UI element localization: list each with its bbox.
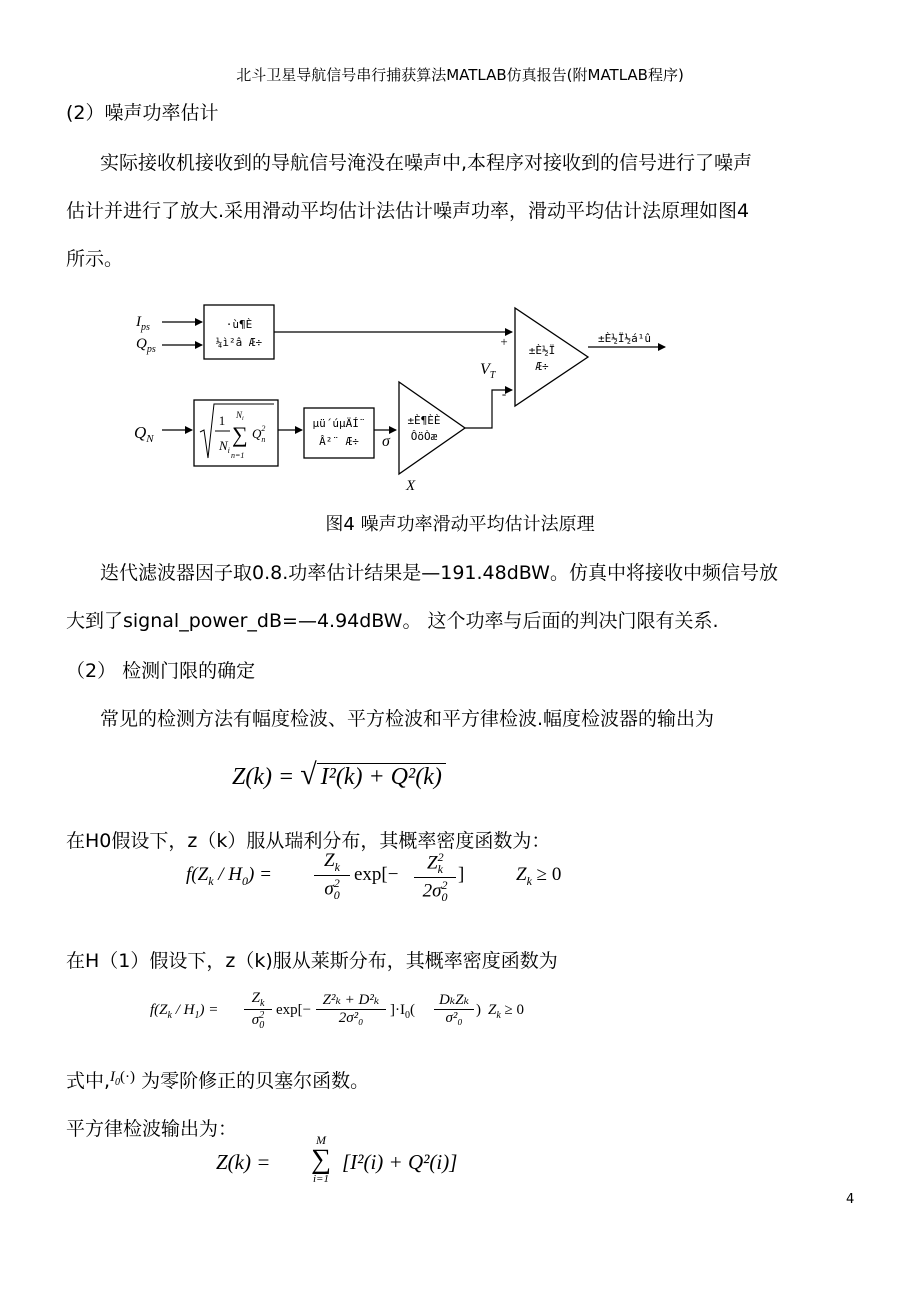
iterative-filter-box <box>304 408 374 458</box>
box-label: ·ù¶È <box>225 318 253 331</box>
box-label: Â²¨ Æ÷ <box>319 435 359 448</box>
box-label: ¼ì²â Æ÷ <box>215 336 263 349</box>
section-title-threshold: （2） 检测门限的确定 <box>66 660 256 682</box>
paragraph-line: 在H0假设下，z（k）服从瑞利分布，其概率密度函数为： <box>66 830 551 852</box>
input-i-label: $I_{ps}$ <box>136 314 150 333</box>
formula-text: 1 <box>218 413 226 428</box>
envelope-detector-box <box>204 305 274 359</box>
page-number: 4 <box>846 1192 855 1207</box>
paragraph-line: 大到了signal_power_dB=—4.94dBW。 这个功率与后面的判决门限有关系. <box>66 610 719 632</box>
minus-sign: - <box>501 386 507 401</box>
figure-caption: 图4 噪声功率滑动平均估计法原理 <box>325 514 595 535</box>
box-label: µü´úµÄÍ¨ <box>312 417 366 430</box>
eq-condition: $Z_k \ge 0$ <box>488 1002 525 1021</box>
formula-text: n=1 <box>231 451 245 460</box>
fraction: $Z_k$ $\sigma^2_0$ <box>314 850 350 903</box>
formula-text: $Q^2$ n <box>252 424 266 444</box>
input-q-label: $Q_{ps}$ <box>136 336 156 355</box>
plus-sign: + <box>500 334 508 349</box>
formula-text: $N_i$ <box>236 410 244 422</box>
gain-amplifier-triangle <box>399 382 465 474</box>
formula-text: $N_i$ <box>219 438 230 455</box>
paragraph-line: 实际接收机接收到的导航信号淹没在噪声中,本程序对接收到的信号进行了噪声 <box>100 152 753 174</box>
page-header: 北斗卫星导航信号串行捕获算法MATLAB仿真报告(附MATLAB程序) <box>236 66 684 84</box>
bessel-symbol: I0(·) <box>110 1069 136 1088</box>
sigma-label: σ <box>382 433 390 450</box>
fraction: $Z_k$ $\sigma^2_0$ <box>244 990 272 1031</box>
eq-text: $f(Z_k / H_0)$ = <box>186 864 272 888</box>
noise-estimation-diagram <box>120 290 680 500</box>
input-qn-label: $Q_N$ <box>134 423 154 445</box>
eq-condition: $Z_k \ge 0$ <box>516 864 562 888</box>
amplifier-label: ÔöÒæ <box>410 430 438 443</box>
comparator-label: ±È½Ï <box>528 344 556 357</box>
comparator-label: Æ÷ <box>535 360 549 373</box>
paragraph-line: 估计并进行了放大.采用滑动平均估计法估计噪声功率，滑动平均估计法原理如图4 <box>66 200 750 222</box>
paragraph-line: 常见的检测方法有幅度检波、平方检波和平方律检波.幅度检波器的输出为 <box>100 708 715 730</box>
sigma-symbol: ∑ <box>232 422 248 447</box>
paragraph-line: 式中,$^{I_0(\cdot)}$ 为零阶修正的贝塞尔函数。 <box>66 1069 370 1092</box>
equation-envelope: Z(k) = √ I²(k) + Q²(k) <box>232 758 446 792</box>
paragraph-line: 迭代滤波器因子取0.8.功率估计结果是—191.48dBW。仿真中将接收中频信号放 <box>100 562 778 584</box>
gain-x-label: X <box>406 478 416 494</box>
eq-text: $f(Z_k / H_1)$ = <box>150 1002 219 1021</box>
fraction: $Z^2_k$ $2\sigma^2_0$ <box>414 850 456 905</box>
paragraph-line: 在H（1）假设下，z（k)服从莱斯分布，其概率密度函数为 <box>66 950 558 972</box>
fraction: DₖZₖ σ²₀ <box>434 990 474 1027</box>
paragraph-line: 所示。 <box>66 248 124 270</box>
fraction: Z²ₖ + D²ₖ 2σ²₀ <box>316 990 386 1027</box>
threshold-label: $V_T$ <box>480 361 496 381</box>
output-label: ±È½Ï½á¹û <box>598 332 651 345</box>
paragraph-line: 平方律检波输出为： <box>66 1118 238 1140</box>
amplifier-label: ±È¶ÈÈ <box>407 414 441 427</box>
eq-text: ]$\cdot I_0$( <box>390 1002 415 1021</box>
section-title-noise-power: (2）噪声功率估计 <box>66 102 219 124</box>
comparator-triangle <box>515 308 588 406</box>
summation: M ∑ i=1 <box>311 1133 331 1185</box>
